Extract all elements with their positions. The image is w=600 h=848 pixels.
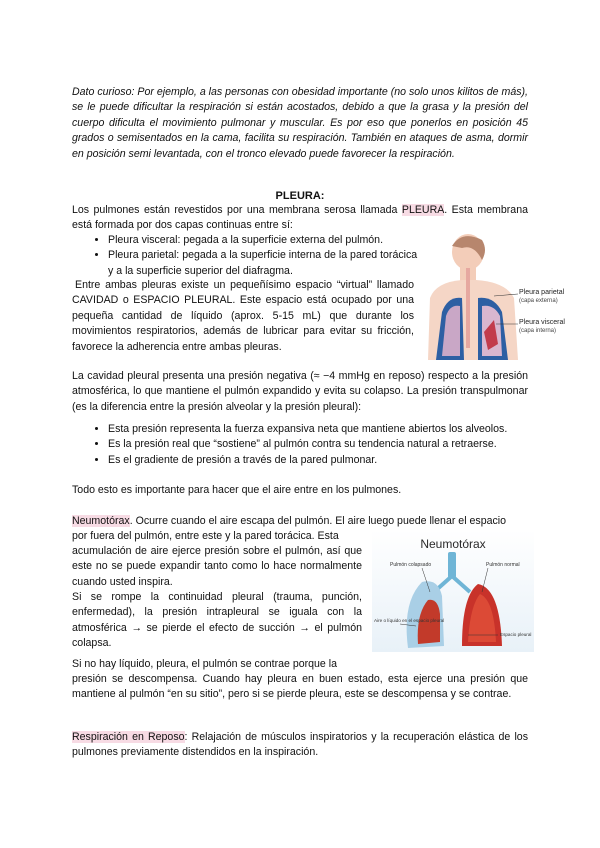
pleura-anatomy-figure <box>422 232 582 360</box>
neumotorax-paragraph-a: acumulación de aire ejerce presión sobre el pulmón, así que este no se puede expandir tanto como lo hace normalmente cuando usted inspira. <box>72 545 362 588</box>
presion-paragraph: La cavidad pleural presenta una presión negativa (≈ −4 mmHg en reposo) respecto a la presión atmosférica, lo que mantiene el pulmón expandido y evita su colapso. La presión transpulmonar (es la diferencia entre la presión alveolar y la presión pleural): <box>72 370 528 413</box>
label-pulmon-normal: Pulmón normal <box>486 562 520 568</box>
label-visceral-sub: (capa interna) <box>519 328 557 334</box>
cavidad-paragraph: Entre ambas pleuras existe un pequeñísimo espacio “virtual” llamado CAVIDAD o ESPACIO PLEURAL. Este espacio está ocupado por una pequeña cantidad de líquido (aprox. 5-15 mL) que durante los movimientos respiratorios, además de lubricar para evitar su fricción, favorece la adherencia entre ambas pleuras. <box>72 279 414 353</box>
list-item: • Esta presión representa la fuerza expansiva neta que mantiene abiertos los alveolos. <box>108 422 528 437</box>
neumotorax-paragraph-b: Si se rompe la continuidad pleural (trauma, punción, enfermedad), la presión intrapleural se iguala con la atmosférica → se pierde el efecto de succión → el pulmón colapsa. <box>72 591 362 650</box>
pleura-term-highlight: PLEURA <box>401 204 445 216</box>
neumotorax-figure <box>372 530 534 652</box>
pleura-intro <box>72 203 528 234</box>
neumotorax-line-c1: Si no hay líquido, pleura, el pulmón se contrae porque la <box>72 658 338 670</box>
pleura-list <box>72 233 422 279</box>
pleura-intro-b: . Esta membrana está formada por dos capas continuas entre sí: <box>72 204 528 232</box>
trachea-shape <box>466 268 470 348</box>
neumotorax-paragraph-c2: presión se descompensa. Cuando hay pleura en buen estado, esta ejerce una presión que mantiene al pulmón “en su sitio”, pero si se pierde pleura, este se descompensa y se contrae. <box>72 673 528 701</box>
label-parietal: Pleura parietal <box>519 289 565 296</box>
importante-line: Todo esto es importante para hacer que el aire entre en los pulmones. <box>72 484 402 496</box>
reposo-paragraph <box>72 730 528 761</box>
list-item: • Pleura parietal: pegada a la superficie interna de la pared torácica y a la superficie superior del diafragma. <box>108 248 422 279</box>
pleura-intro-a: Los pulmones están revestidos por una membrana serosa llamada <box>72 204 402 216</box>
label-visceral: Pleura visceral <box>519 319 565 326</box>
label-pulmon-colapsado: Pulmón colapsado <box>390 562 432 568</box>
list-item: • Es la presión real que “sostiene” al pulmón contra su tendencia natural a retraerse. <box>108 437 528 452</box>
neumotorax-line1-text: . Ocurre cuando el aire escapa del pulmón. El aire luego puede llenar el espacio <box>129 515 507 527</box>
reposo-term-highlight: Respiración en Reposo <box>72 731 185 743</box>
label-aire-liquido: Aire o líquido en el espacio pleural <box>374 618 445 623</box>
neumotorax-line2: por fuera del pulmón, entre este y la pared torácica. Esta <box>72 530 339 542</box>
dato-curioso-paragraph: Dato curioso: Por ejemplo, a las personas con obesidad importante (no solo unos kilitos de más), se le puede dificultar la respiración si están acostados, debido a que la grasa y la presión del cuerpo dificulta el movimiento pulmonar y muscular. Es por eso que ponerlos en posición 45 grados o semisentados en la cama, facilita su respiración. También en ataques de asma, dormir en posición semi levantada, con el tronco elevado puede favorecer la respiración. <box>72 86 528 160</box>
presion-list <box>72 422 528 468</box>
trachea-shape <box>448 552 456 578</box>
reposo-text: : Relajación de músculos inspiratorios y la recuperación elástica de los pulmones previamente distendidos en la inspiración. <box>72 731 528 759</box>
neumotorax-figure-title: Neumotórax <box>420 537 486 551</box>
label-parietal-sub: (capa externa) <box>519 298 558 304</box>
list-item: • Pleura visceral: pegada a la superficie externa del pulmón. <box>108 233 422 248</box>
neumotorax-term-highlight: Neumotórax <box>72 515 130 527</box>
label-espacio-pleural: Espacio pleural <box>500 632 532 637</box>
list-item: • Es el gradiente de presión a través de la pared pulmonar. <box>108 453 528 468</box>
pleura-heading: PLEURA: <box>275 190 325 202</box>
neumotorax-line1 <box>72 514 528 529</box>
